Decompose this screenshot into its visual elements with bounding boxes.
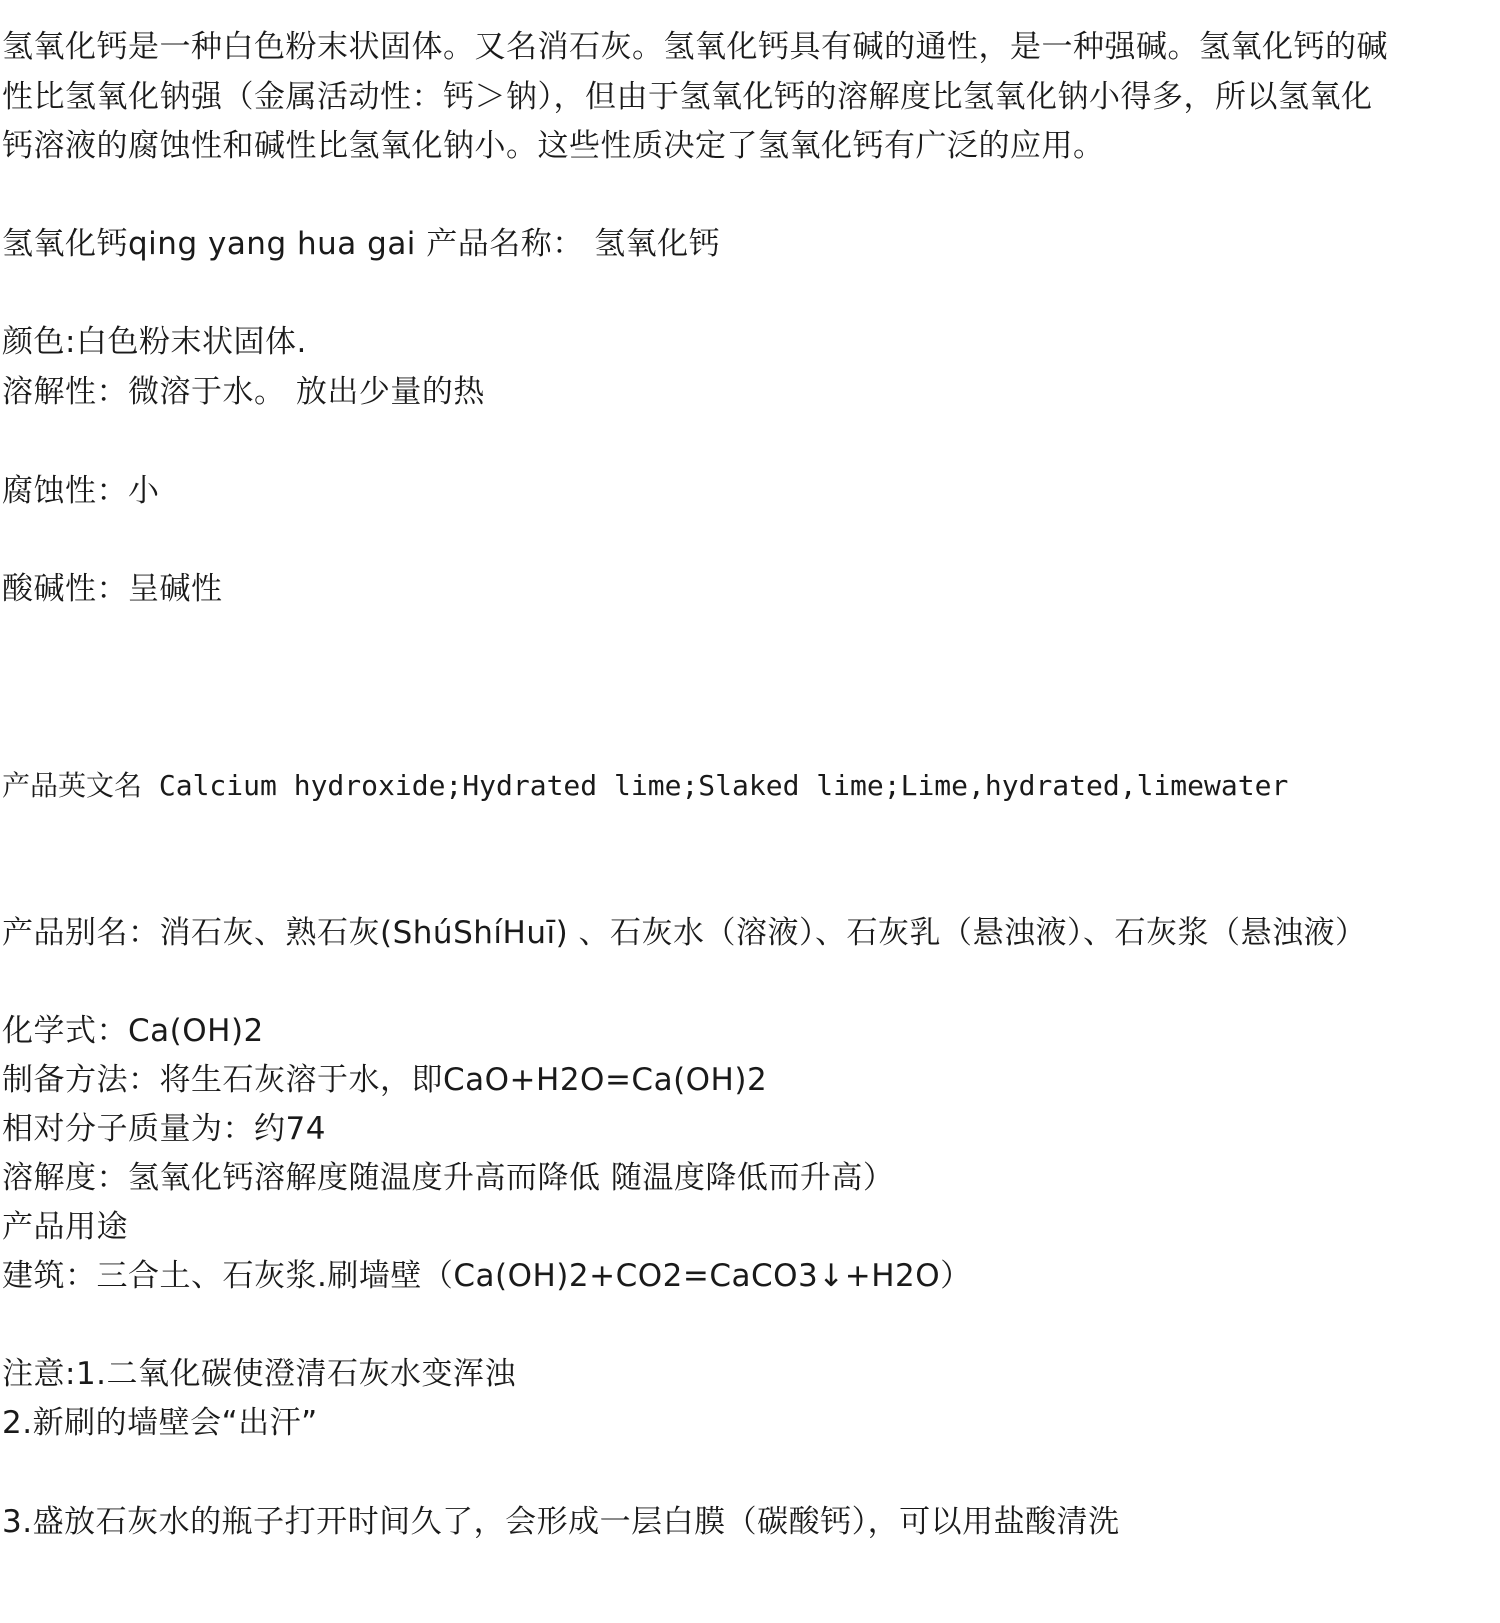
preparation-line: 制备方法：将生石灰溶于水，即CaO+H2O=Ca(OH)2 — [2, 1062, 768, 1098]
note-3-line: 3.盛放石灰水的瓶子打开时间久了，会形成一层白膜（碳酸钙），可以用盐酸清洗 — [2, 1504, 1120, 1540]
acidity-line: 酸碱性：呈碱性 — [2, 571, 223, 607]
solubility-line: 溶解性：微溶于水。 放出少量的热 — [2, 374, 485, 410]
intro-line-2: 性比氢氧化钠强（金属活动性：钙＞钠），但由于氢氧化钙的溶解度比氢氧化钠小得多，所以氢氧化 — [2, 79, 1373, 115]
corrosiveness-line: 腐蚀性：小 — [2, 473, 160, 509]
usage-heading: 产品用途 — [2, 1209, 128, 1245]
english-name-line: 产品英文名 Calcium hydroxide;Hydrated lime;Slaked lime;Lime,hydrated,limewater — [2, 769, 1289, 802]
color-line: 颜色:白色粉末状固体. — [2, 324, 307, 360]
formula-line: 化学式：Ca(OH)2 — [2, 1013, 264, 1049]
intro-line-1: 氢氧化钙是一种白色粉末状固体。又名消石灰。氢氧化钙具有碱的通性，是一种强碱。氢氧化钙的碱 — [2, 29, 1388, 65]
note-2-line: 2.新刷的墙壁会“出汗” — [2, 1405, 318, 1441]
note-1-line: 注意:1.二氧化碳使澄清石灰水变浑浊 — [2, 1356, 517, 1392]
molar-mass-line: 相对分子质量为：约74 — [2, 1111, 326, 1147]
alias-line: 产品别名：消石灰、熟石灰(ShúShíHuī) 、石灰水（溶液）、石灰乳（悬浊液）、石灰浆（悬浊液） — [2, 915, 1367, 951]
solubility-degree-line: 溶解度：氢氧化钙溶解度随温度升高而降低 随温度降低而升高） — [2, 1160, 895, 1196]
product-name-line: 氢氧化钙qing yang hua gai 产品名称： 氢氧化钙 — [2, 226, 721, 262]
intro-line-3: 钙溶液的腐蚀性和碱性比氢氧化钠小。这些性质决定了氢氧化钙有广泛的应用。 — [2, 128, 1105, 164]
construction-line: 建筑：三合土、石灰浆.刷墙壁（Ca(OH)2+CO2=CaCO3↓+H2O） — [2, 1258, 972, 1294]
